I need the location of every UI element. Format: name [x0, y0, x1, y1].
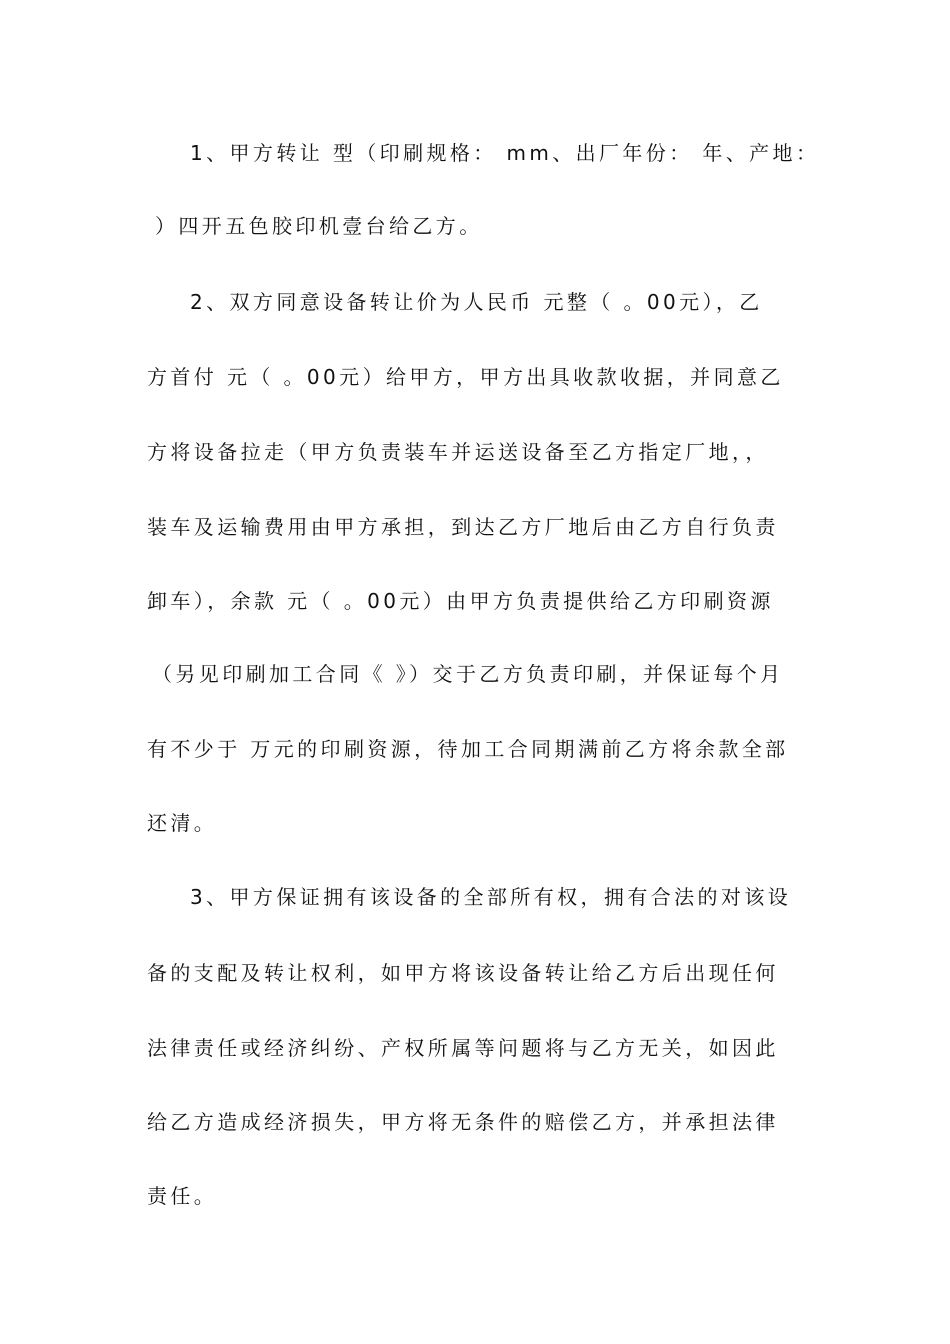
- clause-2-line-1: 2、双方同意设备转让价为人民币 元整（ 。00元），乙: [190, 290, 763, 314]
- clause-1-line-2: ）四开五色胶印机壹台给乙方。: [155, 214, 483, 238]
- clause-2-line-6: （另见印刷加工合同《 》）交于乙方负责印刷，并保证每个月: [152, 662, 784, 686]
- clause-3-line-5: 责任。: [147, 1184, 218, 1208]
- clause-2-line-3: 方将设备拉走（甲方负责装车并运送设备至乙方指定厂地，，: [147, 440, 769, 464]
- clause-3-line-2: 备的支配及转让权利，如甲方将该设备转让给乙方后出现任何: [147, 961, 779, 985]
- clause-3-line-1: 3、甲方保证拥有该设备的全部所有权，拥有合法的对该设: [190, 885, 792, 909]
- clause-2-line-4: 装车及运输费用由甲方承担，到达乙方厂地后由乙方自行负责: [147, 515, 779, 539]
- clause-2-line-2: 方首付 元（ 。00元）给甲方，甲方出具收款收据，并同意乙: [147, 365, 784, 389]
- clause-2-line-8: 还清。: [147, 811, 218, 835]
- clause-2-line-7: 有不少于 万元的印刷资源，待加工合同期满前乙方将余款全部: [147, 737, 789, 761]
- clause-3-line-3: 法律责任或经济纠纷、产权所属等问题将与乙方无关，如因此: [147, 1036, 779, 1060]
- clause-2-line-5: 卸车），余款 元（ 。00元）由甲方负责提供给乙方印刷资源: [147, 589, 774, 613]
- clause-1-line-1: 1、甲方转让 型（印刷规格： mm、出厂年份： 年、产地：: [190, 141, 820, 165]
- clause-3-line-4: 给乙方造成经济损失，甲方将无条件的赔偿乙方，并承担法律: [147, 1110, 779, 1134]
